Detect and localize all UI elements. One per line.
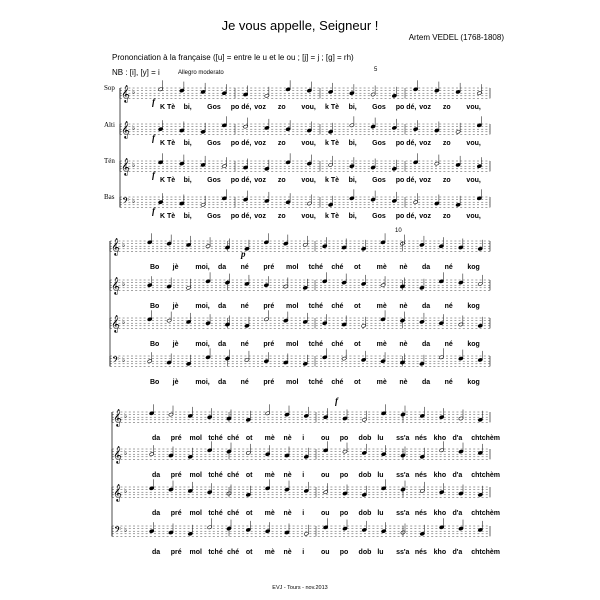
lyric-syllable: dob bbox=[358, 549, 372, 556]
lyric-syllable: pré bbox=[263, 264, 275, 271]
dynamic-piano: p bbox=[241, 249, 246, 259]
lyric-syllable: da bbox=[152, 549, 161, 556]
lyric-syllable: né bbox=[240, 264, 249, 271]
lyric-syllable: po dé, bbox=[230, 177, 252, 184]
lyric-syllable: d'a bbox=[452, 435, 463, 442]
tempo-marking: Allegro moderato bbox=[178, 70, 224, 76]
lyric-syllable: Bo bbox=[150, 303, 160, 310]
lyric-syllable: moi, bbox=[195, 264, 210, 271]
lyric-syllable: po dé, bbox=[230, 104, 252, 111]
lyric-syllable: bi, bbox=[348, 213, 357, 220]
lyric-syllable: po bbox=[339, 549, 349, 556]
lyric-syllable: nè bbox=[283, 435, 292, 442]
lyric-syllable: pré bbox=[170, 510, 182, 517]
lyric-syllable: i bbox=[302, 549, 305, 556]
lyric-syllable: K Tè bbox=[160, 177, 176, 184]
lyric-syllable: tché bbox=[308, 264, 324, 271]
flat-sign: ♭ bbox=[124, 412, 128, 420]
flat-sign: ♭ bbox=[124, 487, 128, 495]
lyric-syllable: mè bbox=[264, 472, 275, 479]
lyric-syllable: mol bbox=[189, 472, 203, 479]
lyric-syllable: i bbox=[302, 472, 305, 479]
lyric-syllable: vou, bbox=[301, 140, 316, 147]
lyric-syllable: ou bbox=[321, 472, 330, 479]
lyric-syllable: chtchèm bbox=[471, 510, 501, 517]
flat-sign: ♭ bbox=[122, 356, 126, 364]
lyric-syllable: jè bbox=[172, 341, 179, 348]
lyric-syllable: pré bbox=[263, 341, 275, 348]
lyric-syllable: K Tè bbox=[160, 213, 176, 220]
lyric-syllable: voz bbox=[254, 213, 266, 220]
lyric-syllable: tché bbox=[208, 510, 223, 517]
lyric-syllable: mè bbox=[376, 379, 387, 386]
part-label-bass: Bas bbox=[104, 193, 115, 201]
flat-sign: ♭ bbox=[132, 88, 136, 96]
lyric-syllable: voz bbox=[254, 177, 266, 184]
lyric-syllable: mol bbox=[189, 435, 203, 442]
lyric-syllable: lu bbox=[377, 472, 384, 479]
lyric-syllable: vou, bbox=[301, 213, 316, 220]
treble-clef: 𝄞 bbox=[113, 445, 122, 464]
lyric-syllable: né bbox=[444, 264, 453, 271]
lyric-syllable: d'a bbox=[452, 472, 463, 479]
lyric-syllable: voz bbox=[419, 140, 431, 147]
lyric-syllable: po bbox=[339, 510, 349, 517]
dynamic-forte: f bbox=[152, 97, 155, 107]
lyric-syllable: bi, bbox=[183, 177, 192, 184]
lyric-syllable: da bbox=[218, 303, 227, 310]
flat-sign: ♭ bbox=[132, 161, 136, 169]
flat-sign: ♭ bbox=[124, 526, 128, 534]
lyric-syllable: tché bbox=[208, 549, 223, 556]
lyric-syllable: Bo bbox=[150, 379, 160, 386]
flat-sign: ♭ bbox=[132, 197, 136, 205]
lyric-syllable: mè bbox=[376, 303, 387, 310]
lyric-syllable: nè bbox=[399, 379, 408, 386]
lyric-syllable: ché bbox=[227, 510, 240, 517]
lyric-syllable: né bbox=[240, 303, 249, 310]
lyric-syllable: ot bbox=[245, 435, 253, 442]
lyric-syllable: chtchèm bbox=[471, 435, 501, 442]
lyric-syllable: kog bbox=[467, 341, 480, 348]
lyric-syllable: bi, bbox=[348, 140, 357, 147]
lyric-syllable: lu bbox=[377, 549, 384, 556]
lyric-syllable: d'a bbox=[452, 510, 463, 517]
lyric-syllable: k Tè bbox=[325, 104, 340, 111]
lyric-syllable: Gos bbox=[372, 177, 386, 184]
lyric-syllable: mol bbox=[189, 510, 203, 517]
lyric-syllable: né bbox=[444, 379, 453, 386]
lyric-syllable: po dé, bbox=[230, 213, 252, 220]
lyric-syllable: vou, bbox=[301, 177, 316, 184]
lyric-syllable: i bbox=[302, 435, 305, 442]
lyric-syllable: po dé, bbox=[395, 104, 417, 111]
lyric-syllable: ché bbox=[331, 379, 344, 386]
lyric-syllable: da bbox=[152, 472, 161, 479]
lyric-syllable: chtchèm bbox=[471, 472, 501, 479]
dynamic-forte: f bbox=[152, 133, 155, 143]
lyric-syllable: kho bbox=[433, 435, 447, 442]
lyric-syllable: da bbox=[218, 379, 227, 386]
lyric-syllable: i bbox=[302, 510, 305, 517]
lyric-syllable: ché bbox=[331, 264, 344, 271]
lyric-syllable: chtchèm bbox=[471, 549, 501, 556]
lyric-syllable: d'a bbox=[452, 549, 463, 556]
flat-sign: ♭ bbox=[122, 280, 126, 288]
lyric-syllable: vou, bbox=[466, 177, 481, 184]
lyric-syllable: Gos bbox=[372, 213, 386, 220]
lyric-syllable: nè bbox=[399, 341, 408, 348]
treble-clef: 𝄞 bbox=[111, 314, 120, 333]
lyric-syllable: kog bbox=[467, 379, 480, 386]
lyric-syllable: po dé, bbox=[230, 140, 252, 147]
lyric-syllable: Gos bbox=[207, 140, 221, 147]
lyric-syllable: da bbox=[152, 510, 161, 517]
flat-sign: ♭ bbox=[124, 449, 128, 457]
treble-clef: 𝄞 bbox=[113, 408, 122, 427]
lyric-syllable: ss'a bbox=[396, 435, 410, 442]
lyric-syllable: dob bbox=[358, 435, 372, 442]
treble-clef: 𝄞 bbox=[121, 157, 130, 176]
lyric-syllable: vou, bbox=[466, 104, 481, 111]
lyric-syllable: mè bbox=[264, 435, 275, 442]
lyric-syllable: ché bbox=[331, 341, 344, 348]
lyric-syllable: da bbox=[422, 303, 431, 310]
lyric-syllable: ss'a bbox=[396, 549, 410, 556]
lyric-syllable: pré bbox=[170, 435, 182, 442]
lyric-syllable: nés bbox=[414, 549, 427, 556]
lyric-syllable: nés bbox=[414, 472, 427, 479]
lyric-syllable: moi, bbox=[195, 341, 210, 348]
lyric-syllable: mè bbox=[264, 549, 275, 556]
lyric-syllable: nè bbox=[399, 303, 408, 310]
treble-clef: 𝄞 bbox=[111, 276, 120, 295]
lyric-syllable: mol bbox=[286, 341, 299, 348]
lyric-syllable: Gos bbox=[207, 213, 221, 220]
lyric-syllable: zo bbox=[277, 177, 286, 184]
bass-clef: 𝄢 bbox=[114, 524, 122, 538]
lyric-syllable: zo bbox=[442, 177, 451, 184]
measure-number-5: 5 bbox=[374, 67, 378, 73]
lyric-syllable: nés bbox=[414, 510, 427, 517]
lyric-syllable: zo bbox=[442, 104, 451, 111]
lyric-syllable: tché bbox=[208, 472, 223, 479]
lyric-syllable: po dé, bbox=[395, 213, 417, 220]
treble-clef: 𝄞 bbox=[121, 120, 130, 139]
lyric-syllable: voz bbox=[419, 213, 431, 220]
lyric-syllable: po dé, bbox=[395, 140, 417, 147]
lyric-syllable: tché bbox=[308, 303, 324, 310]
dynamic-forte: f bbox=[335, 396, 338, 406]
lyric-syllable: ot bbox=[245, 549, 253, 556]
lyric-syllable: moi, bbox=[195, 379, 210, 386]
measure-number-10: 10 bbox=[395, 228, 402, 234]
treble-clef: 𝄞 bbox=[113, 483, 122, 502]
lyric-syllable: voz bbox=[254, 104, 266, 111]
lyric-syllable: vou, bbox=[301, 104, 316, 111]
treble-clef: 𝄞 bbox=[111, 237, 120, 256]
nb-note: NB : [i], [y] = i bbox=[112, 68, 160, 77]
part-label-soprano: Sop bbox=[104, 84, 115, 92]
lyric-syllable: bi, bbox=[183, 104, 192, 111]
treble-clef: 𝄞 bbox=[121, 84, 130, 103]
lyric-syllable: Gos bbox=[207, 104, 221, 111]
bass-clef: 𝄢 bbox=[122, 195, 130, 209]
lyric-syllable: pré bbox=[170, 549, 182, 556]
lyric-syllable: moi, bbox=[195, 303, 210, 310]
lyric-syllable: tché bbox=[308, 379, 324, 386]
lyric-syllable: k Tè bbox=[325, 140, 340, 147]
lyric-syllable: Bo bbox=[150, 264, 160, 271]
lyric-syllable: tché bbox=[308, 341, 324, 348]
lyric-syllable: kho bbox=[433, 510, 447, 517]
lyric-syllable: nè bbox=[283, 472, 292, 479]
lyric-syllable: ss'a bbox=[396, 472, 410, 479]
lyric-syllable: voz bbox=[254, 140, 266, 147]
lyric-syllable: zo bbox=[277, 213, 286, 220]
lyric-syllable: jè bbox=[172, 264, 179, 271]
lyric-syllable: Gos bbox=[207, 177, 221, 184]
lyric-syllable: zo bbox=[442, 140, 451, 147]
lyric-syllable: da bbox=[422, 264, 431, 271]
lyric-syllable: K Tè bbox=[160, 140, 176, 147]
lyric-syllable: né bbox=[444, 303, 453, 310]
lyric-syllable: ot bbox=[245, 472, 253, 479]
lyric-syllable: Gos bbox=[372, 104, 386, 111]
lyric-syllable: lu bbox=[377, 435, 384, 442]
lyric-syllable: ché bbox=[227, 472, 240, 479]
part-label-alti: Alti bbox=[104, 121, 115, 129]
lyric-syllable: kog bbox=[467, 303, 480, 310]
lyric-syllable: mol bbox=[189, 549, 203, 556]
lyric-syllable: ou bbox=[321, 435, 330, 442]
page-footer: EVJ - Tours - nov.2013 bbox=[272, 585, 328, 591]
lyric-syllable: jè bbox=[172, 379, 179, 386]
lyric-syllable: vou, bbox=[466, 140, 481, 147]
lyric-syllable: da bbox=[152, 435, 161, 442]
lyric-syllable: da bbox=[422, 341, 431, 348]
lyric-syllable: mol bbox=[286, 379, 299, 386]
lyric-syllable: voz bbox=[419, 177, 431, 184]
lyric-syllable: ss'a bbox=[396, 510, 410, 517]
lyric-syllable: da bbox=[218, 341, 227, 348]
lyric-syllable: pré bbox=[263, 379, 275, 386]
lyric-syllable: kog bbox=[467, 264, 480, 271]
dynamic-forte: f bbox=[152, 206, 155, 216]
lyric-syllable: k Tè bbox=[325, 213, 340, 220]
lyric-syllable: pré bbox=[263, 303, 275, 310]
lyric-syllable: vou, bbox=[466, 213, 481, 220]
lyric-syllable: bi, bbox=[348, 177, 357, 184]
lyric-syllable: dob bbox=[358, 510, 372, 517]
lyric-syllable: k Tè bbox=[325, 177, 340, 184]
pronunciation-note: Prononciation à la française ([u] = entre le u et le ou ; [j] = j ; [g] = rh) bbox=[112, 53, 354, 62]
lyric-syllable: mè bbox=[376, 341, 387, 348]
dynamic-forte: f bbox=[152, 170, 155, 180]
lyric-syllable: zo bbox=[277, 140, 286, 147]
lyric-syllable: kho bbox=[433, 472, 447, 479]
lyric-syllable: nè bbox=[283, 549, 292, 556]
lyric-syllable: ot bbox=[245, 510, 253, 517]
lyric-syllable: K Tè bbox=[160, 104, 176, 111]
lyric-syllable: tché bbox=[208, 435, 223, 442]
lyric-syllable: ot bbox=[354, 264, 361, 271]
lyric-syllable: ot bbox=[354, 303, 361, 310]
lyric-syllable: bi, bbox=[183, 140, 192, 147]
lyric-syllable: zo bbox=[277, 104, 286, 111]
lyric-syllable: ché bbox=[331, 303, 344, 310]
lyric-syllable: bi, bbox=[183, 213, 192, 220]
lyric-syllable: nè bbox=[283, 510, 292, 517]
lyric-syllable: né bbox=[240, 379, 249, 386]
lyric-syllable: ot bbox=[354, 379, 361, 386]
lyric-syllable: po bbox=[339, 472, 349, 479]
lyric-syllable: mè bbox=[264, 510, 275, 517]
lyric-syllable: mol bbox=[286, 264, 299, 271]
lyric-syllable: da bbox=[218, 264, 227, 271]
flat-sign: ♭ bbox=[122, 241, 126, 249]
bass-clef: 𝄢 bbox=[112, 354, 120, 368]
lyric-syllable: ché bbox=[227, 435, 240, 442]
composer-credit: Artem VEDEL (1768-1808) bbox=[408, 33, 504, 42]
flat-sign: ♭ bbox=[132, 124, 136, 132]
lyric-syllable: mol bbox=[286, 303, 299, 310]
lyric-syllable: né bbox=[240, 341, 249, 348]
lyric-syllable: bi, bbox=[348, 104, 357, 111]
part-label-tenor: Tén bbox=[104, 157, 115, 165]
lyric-syllable: dob bbox=[358, 472, 372, 479]
lyric-syllable: Gos bbox=[372, 140, 386, 147]
lyric-syllable: po dé, bbox=[395, 177, 417, 184]
lyric-syllable: lu bbox=[377, 510, 384, 517]
lyric-syllable: da bbox=[422, 379, 431, 386]
lyric-syllable: ché bbox=[227, 549, 240, 556]
lyric-syllable: voz bbox=[419, 104, 431, 111]
lyric-syllable: né bbox=[444, 341, 453, 348]
lyric-syllable: po bbox=[339, 435, 349, 442]
flat-sign: ♭ bbox=[122, 318, 126, 326]
lyric-syllable: kho bbox=[433, 549, 447, 556]
lyric-syllable: nè bbox=[399, 264, 408, 271]
lyric-syllable: jè bbox=[172, 303, 179, 310]
page-title: Je vous appelle, Seigneur ! bbox=[221, 18, 379, 33]
lyric-syllable: ot bbox=[354, 341, 361, 348]
lyric-syllable: zo bbox=[442, 213, 451, 220]
lyric-syllable: ou bbox=[321, 549, 330, 556]
lyric-syllable: ou bbox=[321, 510, 330, 517]
lyric-syllable: mè bbox=[376, 264, 387, 271]
lyric-syllable: nés bbox=[414, 435, 427, 442]
lyric-syllable: pré bbox=[170, 472, 182, 479]
lyric-syllable: Bo bbox=[150, 341, 160, 348]
